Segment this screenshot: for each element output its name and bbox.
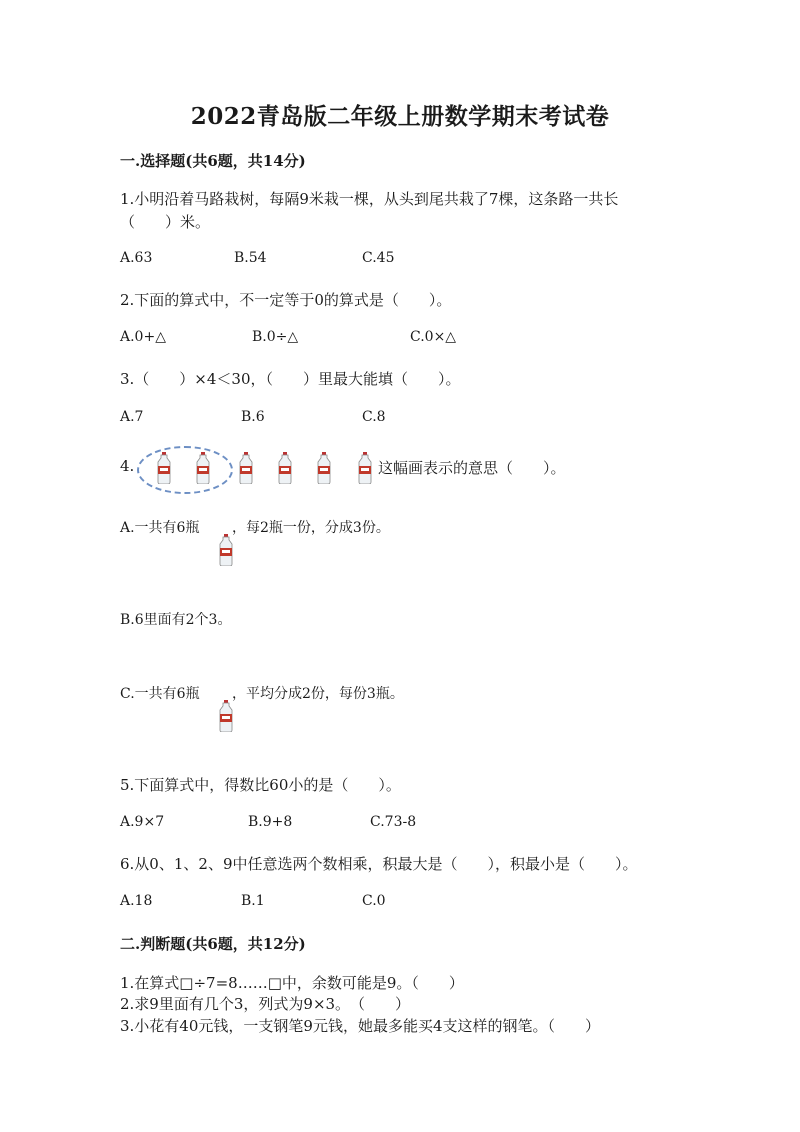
- question-3-option-a: A.7: [120, 409, 144, 425]
- water-bottle-icon: [316, 452, 332, 484]
- question-5-option-c: C.73-8: [370, 814, 417, 830]
- question-1-option-c: C.45: [362, 250, 395, 266]
- question-2-option-b: B.0÷△: [252, 329, 299, 345]
- question-1-option-a: A.63: [120, 250, 153, 266]
- question-6-option-b: B.1: [241, 893, 265, 909]
- question-6-text: 6.从0、1、2、9中任意选两个数相乘，积最大是（ ），积最小是（ ）。: [120, 855, 638, 873]
- question-2-option-c: C.0×△: [410, 329, 457, 345]
- question-4-option-c-part-1: C.一共有6瓶: [120, 686, 200, 702]
- question-4-option-b: B.6里面有2个3。: [120, 612, 232, 628]
- question-4-number: 4.: [120, 457, 135, 475]
- question-4-option-a-part-1: A.一共有6瓶: [120, 520, 200, 536]
- question-5-option-b: B.9+8: [248, 814, 293, 830]
- water-bottle-icon: [218, 534, 234, 566]
- water-bottle-icon: [195, 452, 211, 484]
- question-6-option-a: A.18: [120, 893, 153, 909]
- water-bottle-icon: [357, 452, 373, 484]
- true-false-question-2: 2.求9里面有几个3，列式为9×3。 （ ）: [120, 995, 411, 1013]
- question-4-text: 这幅画表示的意思（ ）。: [378, 459, 566, 477]
- page-title: 2022青岛版二年级上册数学期末考试卷: [190, 103, 610, 130]
- water-bottle-icon: [277, 452, 293, 484]
- question-3-option-b: B.6: [241, 409, 265, 425]
- question-3-text: 3.（ ）×4＜30，（ ）里最大能填（ ）。: [120, 370, 461, 388]
- question-5-text: 5.下面算式中，得数比60小的是（ ）。: [120, 776, 401, 794]
- question-2-text: 2.下面的算式中，不一定等于0的算式是（ ）。: [120, 291, 452, 309]
- question-2-option-a: A.0+△: [120, 329, 166, 345]
- dashed-ellipse-group: [137, 446, 233, 494]
- question-4-option-c-part-2: ，平均分成2份，每份3瓶。: [232, 686, 404, 702]
- water-bottle-icon: [156, 452, 172, 484]
- water-bottle-icon: [218, 700, 234, 732]
- section-heading-choice: 一.选择题(共6题，共14分): [120, 152, 306, 170]
- question-5-option-a: A.9×7: [120, 814, 165, 830]
- question-3-option-c: C.8: [362, 409, 386, 425]
- true-false-question-1: 1.在算式□÷7=8……□中，余数可能是9。（ ）: [120, 974, 464, 992]
- section-heading-true-false: 二.判断题(共6题，共12分): [120, 935, 306, 953]
- water-bottle-icon: [238, 452, 254, 484]
- question-1-option-b: B.54: [234, 250, 267, 266]
- true-false-question-3: 3.小花有40元钱，一支钢笔9元钱，她最多能买4支这样的钢笔。（ ）: [120, 1017, 600, 1035]
- question-6-option-c: C.0: [362, 893, 386, 909]
- question-1-line-1: 1.小明沿着马路栽树，每隔9米栽一棵，从头到尾共栽了7棵，这条路一共长: [120, 190, 619, 208]
- question-4-option-a-part-2: ，每2瓶一份，分成3份。: [232, 520, 390, 536]
- question-1-line-2: （ ）米。: [120, 213, 211, 231]
